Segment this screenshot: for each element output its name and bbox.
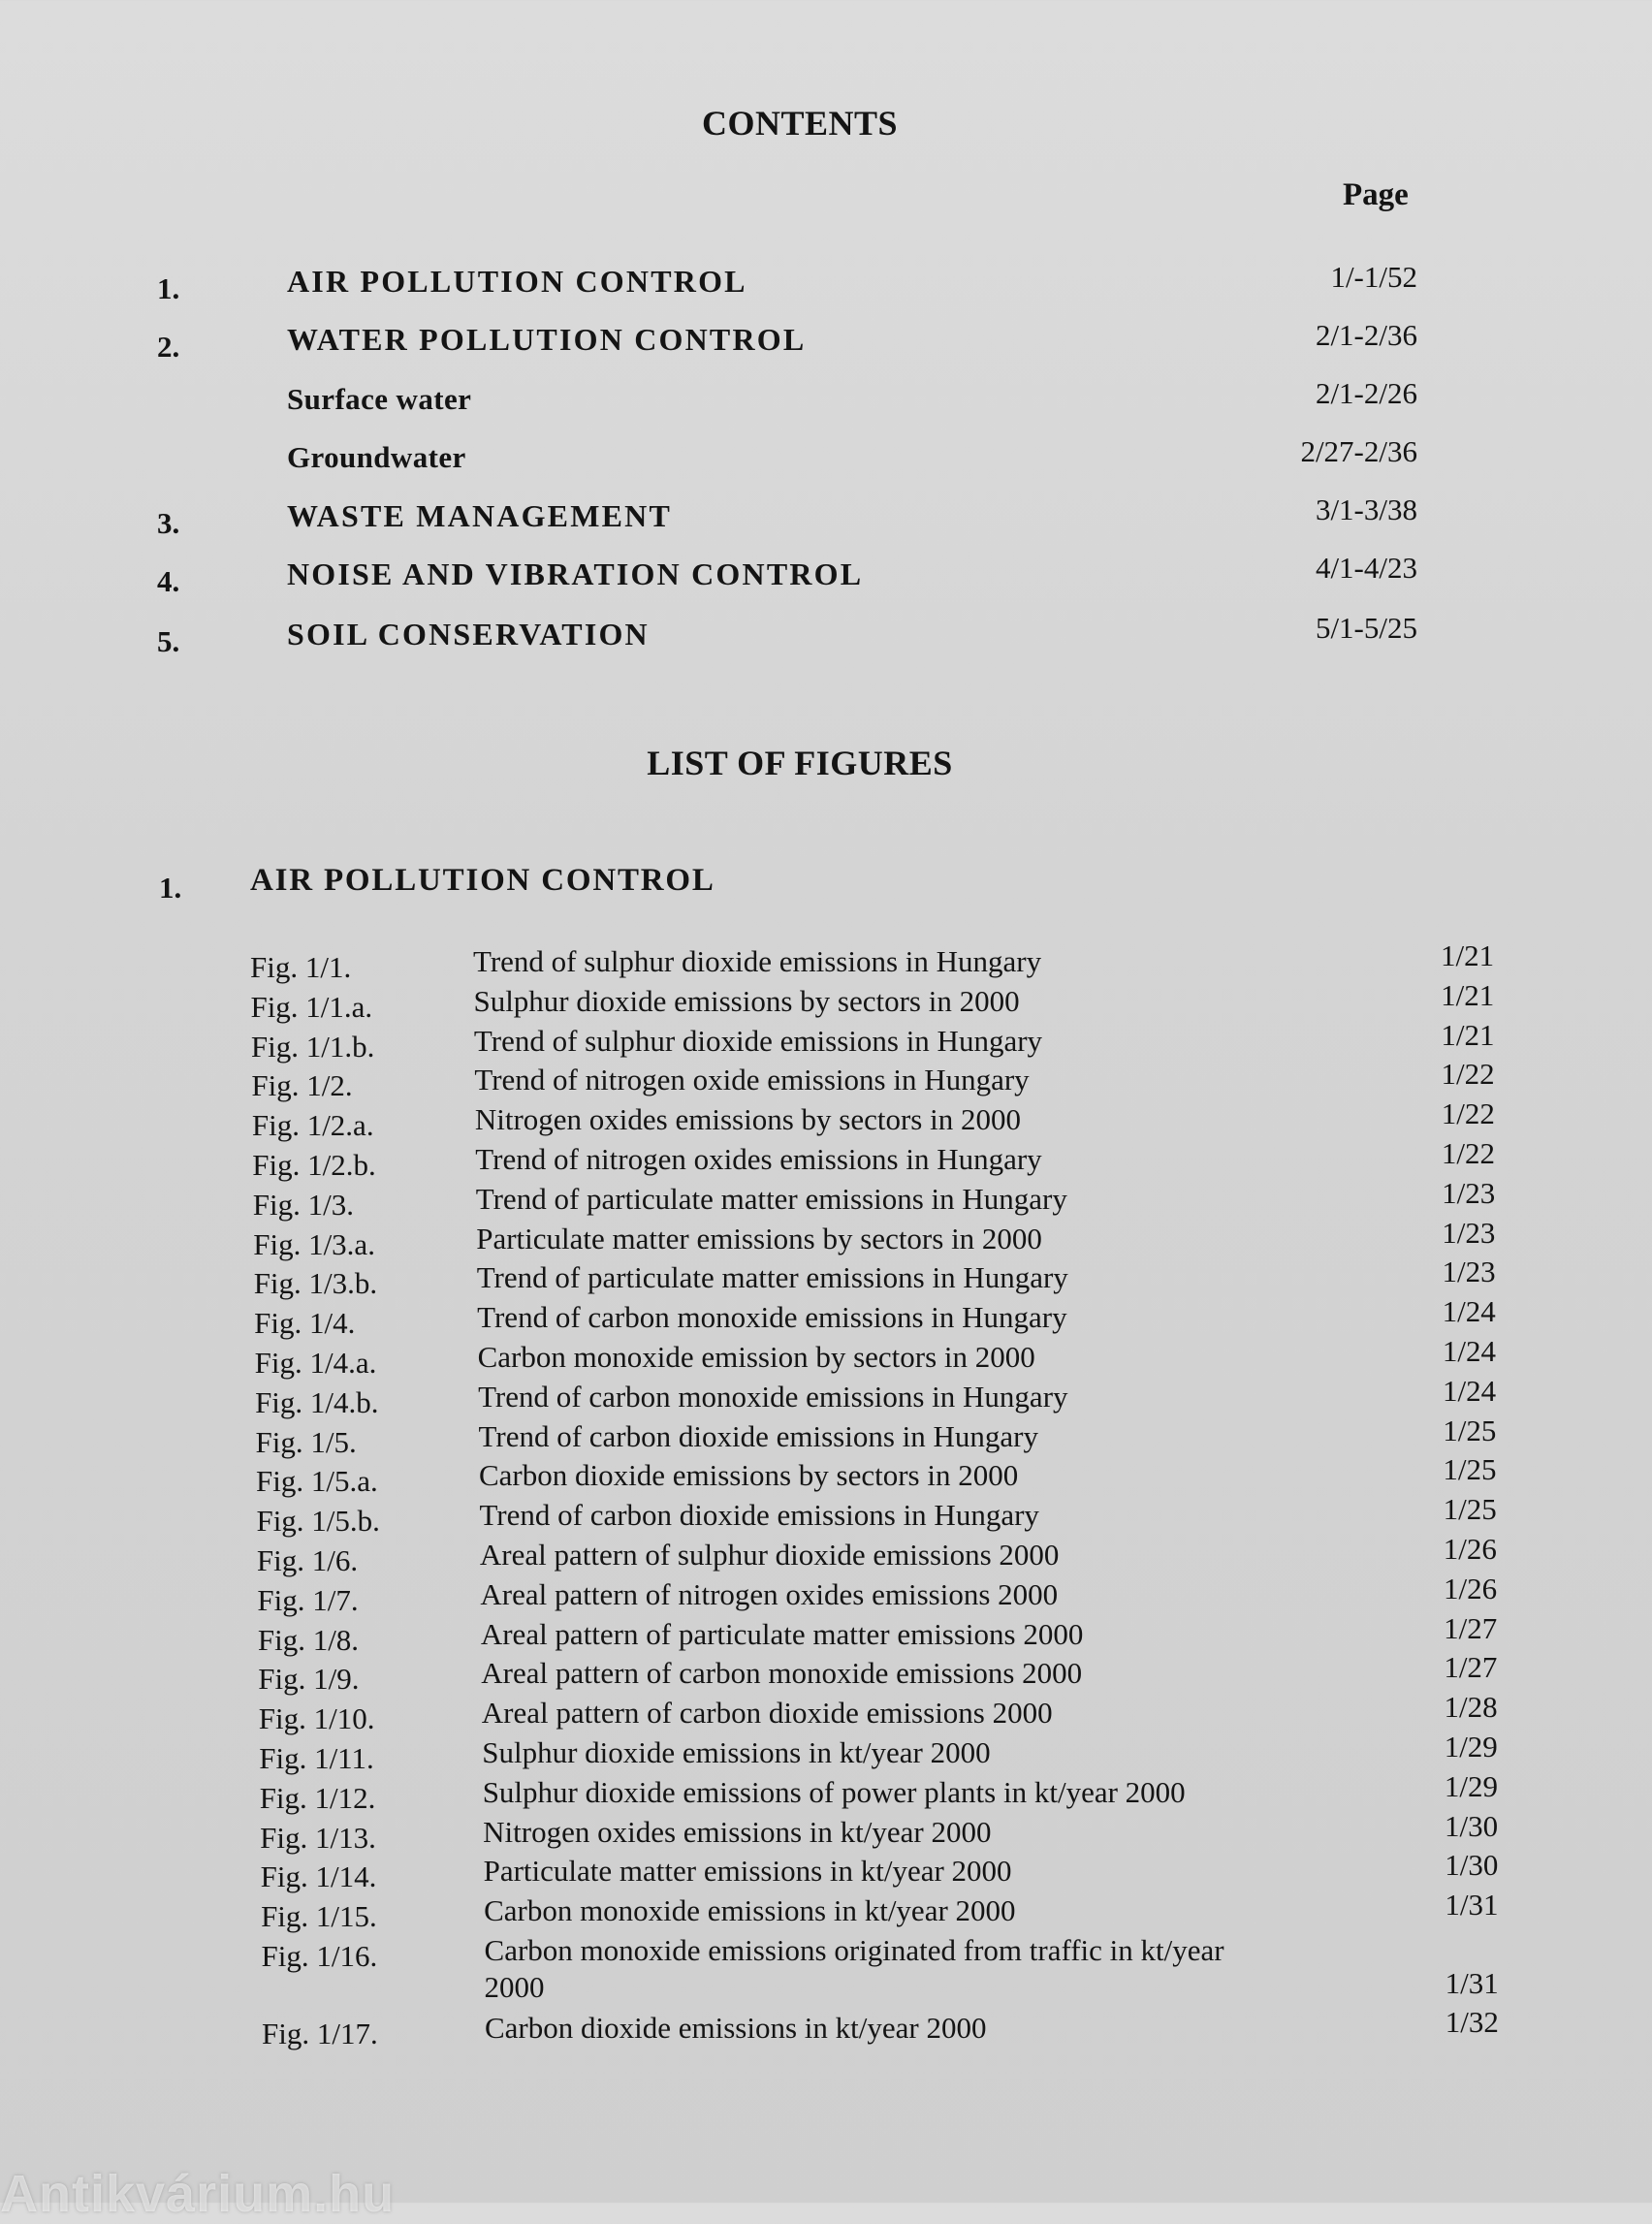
toc-entry <box>0 551 1652 599</box>
figure-list-item <box>0 1650 1652 1697</box>
figure-title: Sulphur dioxide emissions in kt/year 2000 <box>482 1735 991 1769</box>
contents-title: CONTENTS <box>701 104 899 143</box>
figure-number: Fig. 1/15. <box>261 1899 377 1934</box>
figure-number: Fig. 1/3.a. <box>253 1226 375 1261</box>
figure-title: Carbon dioxide emissions in kt/year 2000 <box>485 2011 987 2045</box>
figure-list-item <box>0 1571 1652 1617</box>
figure-page: 1/21 <box>1441 1017 1495 1052</box>
figure-title: Carbon dioxide emissions by sectors in 2000 <box>479 1458 1019 1493</box>
toc-entry-label: AIR POLLUTION CONTROL <box>287 264 747 299</box>
figure-number: Fig. 1/1.a. <box>250 989 373 1024</box>
figure-number: Fig. 1/4.b. <box>255 1384 379 1419</box>
figure-list-item <box>0 1730 1652 1775</box>
figure-page: 1/29 <box>1444 1730 1498 1763</box>
figure-number: Fig. 1/1. <box>250 950 352 984</box>
toc-entry <box>0 434 1652 483</box>
figure-list-item <box>0 1610 1652 1657</box>
toc-entry-label: SOIL CONSERVATION <box>287 617 650 651</box>
figure-list-item <box>0 1057 1652 1103</box>
section-number: 1. <box>159 871 182 905</box>
toc-entry-pages: 1/-1/52 <box>1330 260 1417 294</box>
figure-title: Trend of carbon dioxide emissions in Hungary <box>478 1418 1038 1453</box>
figure-title: Trend of carbon monoxide emissions in Hungary <box>477 1300 1067 1335</box>
figure-list-item <box>0 1175 1652 1222</box>
figure-page: 1/25 <box>1443 1492 1497 1527</box>
figure-list-item <box>0 1848 1652 1894</box>
figure-page: 1/21 <box>1441 977 1495 1012</box>
figure-title: Trend of nitrogen oxide emissions in Hungary <box>474 1063 1030 1097</box>
figure-number: Fig. 1/13. <box>260 1820 376 1855</box>
figure-number: Fig. 1/12. <box>259 1780 376 1815</box>
figure-page: 1/25 <box>1443 1413 1497 1447</box>
figure-title: Carbon monoxide emissions originated from traffic in kt/year <box>484 1933 1224 1967</box>
toc-entry-number: 3. <box>157 506 180 540</box>
figure-title: Carbon monoxide emission by sectors in 2000 <box>477 1340 1035 1374</box>
figure-title: Particulate matter emissions in kt/year 2000 <box>483 1854 1012 1889</box>
figure-page: 1/31 <box>1445 1966 1499 2000</box>
figure-number: Fig. 1/4.a. <box>254 1346 377 1380</box>
figure-page: 1/24 <box>1443 1373 1497 1408</box>
figure-list-item <box>0 1690 1652 1736</box>
figure-title: Trend of particulate matter emissions in Hungary <box>475 1181 1067 1216</box>
toc-entry-label: NOISE AND VIBRATION CONTROL <box>287 556 864 591</box>
figure-page: 1/22 <box>1441 1096 1495 1131</box>
figure-page: 1/28 <box>1444 1690 1498 1725</box>
toc-entry-pages: 3/1-3/38 <box>1315 492 1417 526</box>
figure-number: Fig. 1/10. <box>258 1701 375 1736</box>
figure-title-continuation: 2000 <box>484 1970 545 2004</box>
figure-title: Areal pattern of particulate matter emissions 2000 <box>480 1616 1084 1651</box>
toc-entry <box>0 318 1652 365</box>
figure-number: Fig. 1/3. <box>252 1187 354 1222</box>
figure-title: Trend of carbon dioxide emissions in Hungary <box>479 1498 1039 1533</box>
figure-title: Particulate matter emissions by sectors in 2000 <box>476 1221 1042 1255</box>
figure-number: Fig. 1/4. <box>254 1306 356 1341</box>
toc-entry-pages: 4/1-4/23 <box>1315 551 1417 585</box>
figure-list-item <box>0 1136 1652 1182</box>
figure-number: Fig. 1/5.b. <box>256 1504 380 1539</box>
figure-title: Carbon monoxide emissions in kt/year 2000 <box>484 1893 1016 1928</box>
toc-entry-label: Surface water <box>287 382 472 416</box>
figure-list-item <box>0 1413 1652 1459</box>
figure-page: 1/23 <box>1442 1175 1496 1210</box>
figure-number: Fig. 1/16. <box>261 1939 378 1973</box>
figure-title: Areal pattern of carbon dioxide emissions 2000 <box>481 1696 1053 1731</box>
figure-number: Fig. 1/5.a. <box>256 1464 378 1499</box>
figure-title: Sulphur dioxide emissions of power plants in kt/year 2000 <box>482 1774 1186 1809</box>
toc-entry-number: 5. <box>157 624 180 658</box>
figure-page: 1/24 <box>1442 1294 1496 1329</box>
toc-entry <box>0 492 1652 541</box>
toc-entry-number: 1. <box>157 271 180 305</box>
figure-number: Fig. 1/2. <box>251 1068 353 1103</box>
figure-title: Areal pattern of nitrogen oxides emissions 2000 <box>480 1576 1059 1611</box>
figure-number: Fig. 1/6. <box>256 1543 359 1577</box>
toc-entry-label: WATER POLLUTION CONTROL <box>287 322 807 357</box>
figure-list-item <box>0 1492 1652 1539</box>
page-column-header: Page <box>1343 177 1409 212</box>
figure-list-item <box>0 938 1652 984</box>
figure-title: Trend of sulphur dioxide emissions in Hungary <box>473 1023 1043 1058</box>
figure-page: 1/31 <box>1445 1888 1499 1922</box>
toc-entry-pages: 2/27-2/36 <box>1300 434 1417 468</box>
figure-number: Fig. 1/8. <box>257 1622 360 1657</box>
figure-page: 1/25 <box>1443 1452 1497 1487</box>
figure-number: Fig. 1/2.b. <box>252 1148 376 1182</box>
figure-list-item <box>0 1255 1652 1301</box>
figure-page: 1/30 <box>1445 1808 1499 1843</box>
figure-title: Sulphur dioxide emissions by sectors in 2000 <box>473 983 1020 1018</box>
toc-entry-pages: 2/1-2/36 <box>1315 318 1417 352</box>
figure-list-item <box>0 1888 1652 1934</box>
figure-page: 1/30 <box>1445 1848 1499 1883</box>
figure-page: 1/26 <box>1443 1571 1498 1605</box>
toc-entry-pages: 2/1-2/26 <box>1315 376 1417 410</box>
figure-title: Trend of nitrogen oxides emissions in Hungary <box>475 1142 1042 1176</box>
figure-list-item <box>0 1334 1652 1380</box>
figure-number: Fig. 1/3.b. <box>253 1266 378 1301</box>
figure-page: 1/23 <box>1442 1215 1496 1250</box>
figure-title: Nitrogen oxides emissions in kt/year 2000 <box>483 1814 992 1849</box>
toc-entry <box>0 611 1652 659</box>
toc-entry <box>0 260 1652 306</box>
section-label: AIR POLLUTION CONTROL <box>250 863 715 898</box>
toc-entry-pages: 5/1-5/25 <box>1315 611 1417 645</box>
figure-number: Fig. 1/9. <box>258 1662 360 1697</box>
figure-list-item <box>0 1808 1652 1855</box>
figure-number: Fig. 1/2.a. <box>251 1108 374 1143</box>
figure-title: Trend of sulphur dioxide emissions in Hungary <box>473 944 1042 978</box>
figure-page: 1/32 <box>1445 2005 1499 2039</box>
figure-title: Areal pattern of sulphur dioxide emissions 2000 <box>479 1538 1060 1572</box>
figure-list-item <box>0 1768 1652 1815</box>
figure-page: 1/23 <box>1442 1255 1496 1289</box>
figure-page: 1/26 <box>1443 1532 1497 1566</box>
figures-section-heading <box>0 863 1652 905</box>
figure-list-item <box>0 2005 1652 2050</box>
figure-page: 1/29 <box>1444 1768 1498 1803</box>
figure-number: Fig. 1/5. <box>255 1424 357 1459</box>
figure-list-item <box>0 977 1652 1024</box>
figure-list-item <box>0 1373 1652 1419</box>
figure-title: Trend of carbon monoxide emissions in Hungary <box>478 1379 1068 1414</box>
figure-title: Nitrogen oxides emissions by sectors in 2000 <box>474 1102 1021 1137</box>
list-of-figures-title: LIST OF FIGURES <box>647 744 953 782</box>
figure-page: 1/22 <box>1441 1136 1496 1170</box>
figure-number: Fig. 1/17. <box>262 2017 378 2050</box>
figure-list-item <box>0 1452 1652 1499</box>
figure-number: Fig. 1/7. <box>257 1582 359 1617</box>
figure-page: 1/27 <box>1444 1650 1498 1685</box>
toc-entry-label: WASTE MANAGEMENT <box>287 498 673 533</box>
figure-list-item <box>0 1215 1652 1261</box>
figure-list-item <box>0 1933 1652 2004</box>
figure-page: 1/22 <box>1441 1057 1495 1092</box>
watermark: Antikvárium.hu <box>0 2165 396 2223</box>
toc-entry-number: 2. <box>157 330 180 364</box>
figure-number: Fig. 1/11. <box>259 1741 374 1775</box>
figure-page: 1/27 <box>1444 1610 1498 1645</box>
figure-title: Trend of particulate matter emissions in Hungary <box>476 1260 1068 1295</box>
figure-list-item <box>0 1096 1652 1143</box>
toc-entry <box>0 376 1652 425</box>
figure-list-item <box>0 1532 1652 1577</box>
figure-page: 1/24 <box>1442 1334 1496 1368</box>
figure-title: Areal pattern of carbon monoxide emissions 2000 <box>481 1656 1083 1691</box>
toc-entry-number: 4. <box>157 564 180 598</box>
figure-number: Fig. 1/1.b. <box>250 1029 375 1064</box>
toc-entry-label: Groundwater <box>287 440 466 474</box>
figure-list-item <box>0 1017 1652 1064</box>
figure-list-item <box>0 1294 1652 1341</box>
figure-number: Fig. 1/14. <box>260 1859 377 1894</box>
figure-page: 1/21 <box>1441 938 1495 972</box>
